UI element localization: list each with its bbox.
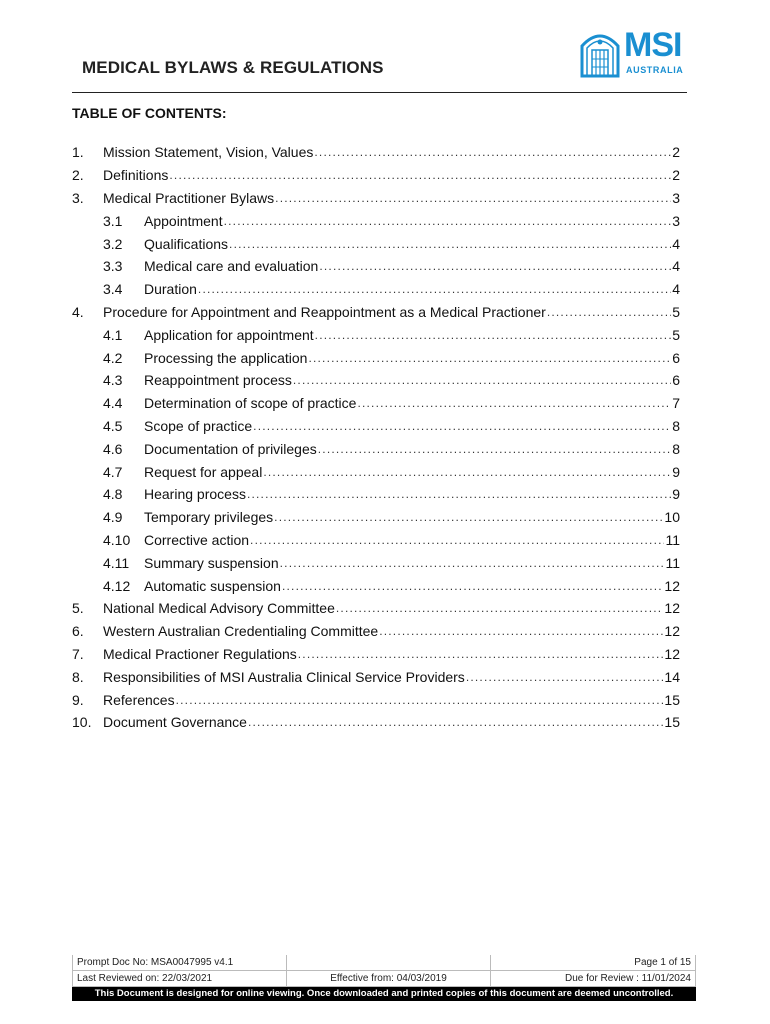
toc-dot-leader <box>315 327 672 343</box>
toc-entry-label: Document Governance <box>103 714 247 731</box>
toc-entry-label: National Medical Advisory Committee <box>103 600 335 617</box>
toc-entry-number: 2. <box>72 167 84 184</box>
toc-entry-label: Medical Practitioner Bylaws <box>103 189 275 206</box>
toc-entry[interactable] <box>72 209 680 232</box>
toc-entry-label: Qualifications <box>144 235 229 252</box>
toc-entry-number: 9. <box>72 691 84 708</box>
toc-dot-leader <box>466 669 664 685</box>
toc-dot-leader <box>224 213 672 229</box>
title-divider <box>72 92 687 93</box>
toc-entry-number: 4.7 <box>103 463 123 480</box>
toc-entry-label: Summary suspension <box>144 554 279 571</box>
toc-entry-page: 4 <box>672 281 680 298</box>
toc-entry[interactable] <box>72 232 680 255</box>
toc-entry[interactable] <box>72 529 680 552</box>
toc-entry-page: 12 <box>664 623 680 640</box>
toc-dot-leader <box>169 167 671 183</box>
toc-entry-label: Duration <box>144 281 197 298</box>
toc-entry-page: 3 <box>672 189 680 206</box>
toc-entry-page: 15 <box>664 714 680 731</box>
toc-entry[interactable] <box>72 574 680 597</box>
toc-heading: TABLE OF CONTENTS: <box>72 105 227 121</box>
page-title: MEDICAL BYLAWS & REGULATIONS <box>82 58 384 77</box>
toc-entry[interactable] <box>72 164 680 187</box>
toc-entry[interactable] <box>72 278 680 301</box>
toc-entry-page: 6 <box>672 349 680 366</box>
toc-entry-label: Reappointment process <box>144 372 292 389</box>
toc-entry[interactable] <box>72 620 680 643</box>
toc-entry-number: 4.1 <box>103 326 123 343</box>
toc-entry-page: 4 <box>672 235 680 252</box>
toc-entry-page: 3 <box>672 212 680 229</box>
toc-entry[interactable] <box>72 665 680 688</box>
toc-entry-label: Medical Practioner Regulations <box>103 645 297 662</box>
toc-dot-leader <box>318 441 671 457</box>
toc-dot-leader <box>248 714 663 730</box>
toc-entry[interactable] <box>72 711 680 734</box>
toc-dot-leader <box>274 509 663 525</box>
toc-dot-leader <box>293 372 671 388</box>
toc-entry-label: Scope of practice <box>144 417 253 434</box>
toc-entry-number: 3.4 <box>103 281 123 298</box>
toc-entry-label: Corrective action <box>144 531 250 548</box>
toc-dot-leader <box>280 555 665 571</box>
toc-entry[interactable] <box>72 369 680 392</box>
effective-from: Effective from: 04/03/2019 <box>287 971 491 987</box>
uncontrolled-copy-notice: This Document is designed for online viewing. Once downloaded and printed copies of this document are deemed uncontrolled. <box>72 987 696 1001</box>
toc-entry-page: 12 <box>664 577 680 594</box>
toc-entry[interactable] <box>72 187 680 210</box>
toc-entry-label: Application for appointment <box>144 326 314 343</box>
toc-dot-leader <box>336 600 664 616</box>
toc-entry-number: 4. <box>72 303 84 320</box>
toc-entry-label: Medical care and evaluation <box>144 258 319 275</box>
toc-entry-label: Western Australian Credentialing Committee <box>103 623 379 640</box>
toc-entry-page: 4 <box>672 258 680 275</box>
toc-entry-page: 9 <box>672 463 680 480</box>
toc-entry[interactable] <box>72 506 680 529</box>
toc-dot-leader <box>308 350 671 366</box>
toc-entry[interactable] <box>72 460 680 483</box>
toc-entry-page: 12 <box>664 645 680 662</box>
toc-dot-leader <box>250 532 664 548</box>
toc-entry[interactable] <box>72 346 680 369</box>
toc-entry[interactable] <box>72 643 680 666</box>
toc-dot-leader <box>229 236 671 252</box>
toc-entry-number: 1. <box>72 144 84 161</box>
toc-entry[interactable] <box>72 688 680 711</box>
toc-entry-label: Automatic suspension <box>144 577 281 594</box>
toc-entry-number: 4.5 <box>103 417 123 434</box>
msi-logo <box>578 24 688 80</box>
toc-entry[interactable] <box>72 551 680 574</box>
toc-entry-number: 3.3 <box>103 258 123 275</box>
prompt-doc-number: Prompt Doc No: MSA0047995 v4.1 <box>73 955 287 971</box>
toc-entry-number: 10. <box>72 714 92 731</box>
toc-entry[interactable] <box>72 323 680 346</box>
toc-dot-leader <box>547 304 671 320</box>
due-for-review: Due for Review : 11/01/2024 <box>491 971 696 987</box>
toc-dot-leader <box>357 395 671 411</box>
toc-entry[interactable] <box>72 255 680 278</box>
page-number: Page 1 of 15 <box>491 955 696 971</box>
toc-entry-number: 3. <box>72 189 84 206</box>
toc-entry-page: 15 <box>664 691 680 708</box>
toc-dot-leader <box>298 646 664 662</box>
toc-entry-label: Processing the application <box>144 349 308 366</box>
toc-entry-label: Request for appeal <box>144 463 263 480</box>
toc-entry-page: 5 <box>672 326 680 343</box>
toc-entry-page: 8 <box>672 417 680 434</box>
toc-entry-page: 8 <box>672 440 680 457</box>
toc-entry-label: Responsibilities of MSI Australia Clinical Service Providers <box>103 668 465 685</box>
toc-entry-label: Determination of scope of practice <box>144 395 357 412</box>
toc-entry-number: 3.1 <box>103 212 123 229</box>
toc-dot-leader <box>263 464 671 480</box>
toc-entry[interactable] <box>72 392 680 415</box>
toc-dot-leader <box>176 692 664 708</box>
toc-entry[interactable] <box>72 597 680 620</box>
toc-entry-label: Documentation of privileges <box>144 440 317 457</box>
toc-entry[interactable] <box>72 483 680 506</box>
toc-dot-leader <box>282 578 663 594</box>
toc-entry-label: Appointment <box>144 212 223 229</box>
toc-dot-leader <box>379 623 663 639</box>
toc-entry-page: 7 <box>672 395 680 412</box>
toc-entry-label: Hearing process <box>144 486 246 503</box>
toc-entry-page: 2 <box>672 167 680 184</box>
toc-entry-page: 2 <box>672 144 680 161</box>
toc-entry[interactable] <box>72 141 680 164</box>
toc-entry-number: 5. <box>72 600 84 617</box>
toc-entry-label: Temporary privileges <box>144 509 274 526</box>
toc-entry-label: Procedure for Appointment and Reappointment as a Medical Practioner <box>103 303 546 320</box>
toc-entry-number: 4.3 <box>103 372 123 389</box>
last-reviewed: Last Reviewed on: 22/03/2021 <box>73 971 287 987</box>
toc-dot-leader <box>275 190 671 206</box>
toc-entry-label: Mission Statement, Vision, Values <box>103 144 314 161</box>
toc-entry-label: References <box>103 691 175 708</box>
toc-entry-page: 14 <box>664 668 680 685</box>
toc-entry-page: 11 <box>665 531 680 548</box>
table-of-contents <box>72 141 680 734</box>
toc-dot-leader <box>198 281 671 297</box>
toc-entry[interactable] <box>72 437 680 460</box>
toc-entry-number: 8. <box>72 668 84 685</box>
toc-entry-label: Definitions <box>103 167 169 184</box>
toc-entry-number: 4.4 <box>103 395 123 412</box>
toc-entry[interactable] <box>72 301 680 324</box>
toc-entry-number: 4.2 <box>103 349 123 366</box>
toc-entry-number: 7. <box>72 645 84 662</box>
toc-entry-number: 4.9 <box>103 509 123 526</box>
logo-subtext: AUSTRALIA <box>626 65 684 75</box>
toc-dot-leader <box>319 258 671 274</box>
toc-entry-number: 6. <box>72 623 84 640</box>
toc-entry-page: 9 <box>672 486 680 503</box>
toc-entry-number: 4.10 <box>103 531 131 548</box>
toc-entry-page: 10 <box>664 509 680 526</box>
logo-text: MSI <box>624 26 682 64</box>
toc-entry-page: 11 <box>665 554 680 571</box>
toc-entry[interactable] <box>72 415 680 438</box>
toc-entry-page: 5 <box>672 303 680 320</box>
document-footer <box>72 955 696 1001</box>
toc-entry-page: 6 <box>672 372 680 389</box>
toc-dot-leader <box>247 486 671 502</box>
toc-entry-number: 4.12 <box>103 577 131 594</box>
toc-entry-page: 12 <box>664 600 680 617</box>
toc-entry-number: 4.8 <box>103 486 123 503</box>
toc-entry-number: 4.6 <box>103 440 123 457</box>
toc-dot-leader <box>253 418 671 434</box>
building-icon <box>578 26 622 78</box>
toc-dot-leader <box>314 144 671 160</box>
toc-entry-number: 3.2 <box>103 235 123 252</box>
toc-entry-number: 4.11 <box>103 554 130 571</box>
